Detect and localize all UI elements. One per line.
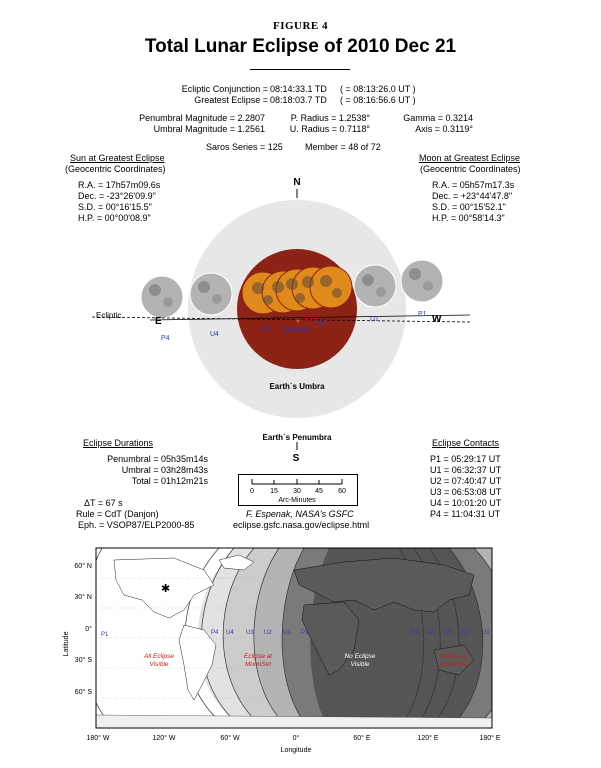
greatest-label: Greatest	[282, 327, 310, 334]
page-title: Total Lunar Eclipse of 2010 Dec 21	[144, 36, 457, 57]
north-label: N	[293, 177, 301, 188]
rule: Rule = CdT (Danjon)	[76, 509, 159, 519]
west-label: W	[432, 314, 442, 325]
map-label-u3-mid: U3	[246, 630, 254, 636]
scale-tick-45: 45	[315, 488, 323, 495]
u-radius: U. Radius = 0.7118°	[289, 124, 370, 134]
map-label-p1-left: P1	[101, 632, 109, 638]
ephemeris: Eph. = VSOP87/ELP2000-85	[78, 520, 195, 530]
lat-tick-30n: 30° N	[74, 594, 92, 601]
scale-tick-15: 15	[270, 488, 278, 495]
visibility-map	[54, 540, 554, 768]
contact-label-p4: P4	[161, 335, 170, 342]
greatest-ut: ( = 08:16:56.6 UT )	[340, 95, 416, 105]
duration-umbral: Umbral = 03h28m43s	[121, 465, 208, 475]
contact-u2: U2 = 07:40:47 UT	[430, 476, 502, 486]
moon-sd: S.D. = 00°15'52.1"	[432, 202, 506, 212]
lon-tick-60e: 60° E	[353, 735, 371, 742]
map-label-u4-mid: U4	[226, 630, 234, 636]
contact-label-p1: P1	[418, 311, 427, 318]
map-label-u1-right: U1	[482, 630, 490, 636]
arc-minute-scale	[238, 474, 358, 506]
lat-tick-60s: 60° S	[74, 689, 92, 696]
gamma: Gamma = 0.3214	[403, 113, 473, 123]
map-label-p4-right: P4	[411, 630, 419, 636]
moon-hp: H.P. = 00°58'14.3"	[432, 213, 505, 223]
eclipse-path-diagram	[0, 170, 601, 470]
conjunction-ut: ( = 08:13:26.0 UT )	[340, 84, 416, 94]
contact-label-u2: U2	[317, 320, 326, 327]
contact-label-u3: U3	[261, 326, 270, 333]
contacts-heading: Eclipse Contacts	[432, 438, 500, 448]
sun-dec: Dec. = -23°26'09.9"	[78, 191, 156, 201]
moon-heading: Moon at Greatest Eclipse	[419, 153, 521, 163]
contact-u4: U4 = 10:01:20 UT	[430, 498, 502, 508]
source-url: eclipse.gsfc.nasa.gov/eclipse.html	[233, 520, 370, 530]
lon-tick-180e: 180° E	[479, 735, 501, 742]
greatest-label: Greatest Eclipse =	[194, 95, 268, 105]
contact-label-u4: U4	[210, 331, 219, 338]
scale-label: Arc-Minutes	[278, 497, 316, 504]
greatest-value: 08:18:03.7 TD	[270, 95, 327, 105]
title-underline	[250, 69, 350, 70]
ecliptic-label: Ecliptic	[96, 311, 122, 320]
durations-heading: Eclipse Durations	[83, 438, 154, 448]
map-label-u2-right: U2	[462, 630, 470, 636]
moon-ra: R.A. = 05h57m17.3s	[432, 180, 515, 190]
lon-tick-60w: 60° W	[220, 735, 240, 742]
axis: Axis = 0.3119°	[415, 124, 473, 134]
penumbra-label: Earth`s Penumbra	[262, 433, 332, 442]
lat-tick-30s: 30° S	[74, 657, 92, 664]
map-xlabel: Longitude	[280, 747, 312, 754]
moon-u4	[190, 273, 232, 315]
map-label-u3-right: U3	[444, 630, 452, 636]
sun-heading: Sun at Greatest Eclipse	[70, 153, 165, 163]
sun-ra: R.A. = 17h57m09.6s	[78, 180, 161, 190]
lon-tick-0: 0°	[292, 735, 300, 742]
scale-tick-30: 30	[293, 488, 301, 495]
p-radius: P. Radius = 1.2538°	[290, 113, 370, 123]
saros-series: Saros Series = 125	[206, 142, 283, 152]
region-moonrise: Eclipse at MoonRise	[439, 653, 469, 668]
map-label-u2-mid: U2	[264, 630, 272, 636]
moon-p4	[141, 276, 183, 318]
greatest-marker: +	[295, 316, 301, 326]
scale-tick-60: 60	[338, 488, 346, 495]
map-ylabel: Latitude	[63, 631, 70, 657]
credit: F. Espenak, NASA's GSFC	[246, 509, 354, 519]
south-label: S	[292, 453, 300, 464]
conjunction-value: 08:14:33.1 TD	[270, 84, 327, 94]
moon-totality-positions	[242, 266, 352, 314]
subsolar-marker: ✱	[161, 583, 171, 595]
duration-total: Total = 01h12m21s	[131, 476, 208, 486]
map-label-u1-mid: U1	[283, 630, 291, 636]
map-label-u4-right: U4	[426, 630, 434, 636]
lon-tick-120w: 120° W	[152, 735, 176, 742]
moon-u1	[354, 265, 396, 307]
contact-p1: P1 = 05:29:17 UT	[430, 454, 501, 464]
contact-u1: U1 = 06:32:37 UT	[430, 465, 502, 475]
contact-p4: P4 = 11:04:31 UT	[430, 509, 501, 519]
lon-tick-120e: 120° E	[417, 735, 439, 742]
moon-p1	[401, 260, 443, 302]
moon-subheading: (Geocentric Coordinates)	[420, 164, 521, 174]
map-label-p1-mid: P1	[301, 630, 309, 636]
moon-dec: Dec. = +23°44'47.8"	[432, 191, 513, 201]
region-moonset: Eclipse at MoonSet	[243, 653, 273, 668]
sun-hp: H.P. = 00°00'08.9"	[78, 213, 151, 223]
scale-tick-0: 0	[250, 488, 254, 495]
conjunction-label: Ecliptic Conjunction =	[181, 84, 268, 94]
sun-subheading: (Geocentric Coordinates)	[65, 164, 166, 174]
east-label: E	[155, 316, 162, 327]
umbra-label: Earth`s Umbra	[269, 382, 325, 391]
lat-tick-60n: 60° N	[74, 563, 92, 570]
region-all-visible: All Eclipse Visible	[144, 653, 174, 668]
penumbral-magnitude: Penumbral Magnitude = 2.2807	[139, 113, 265, 123]
region-not-visible: No Eclipse Visible	[344, 653, 376, 668]
lat-tick-0: 0°	[85, 626, 92, 633]
delta-t: ΔT = 67 s	[84, 498, 123, 508]
figure-number: FIGURE 4	[272, 20, 329, 32]
sun-sd: S.D. = 00°16'15.5"	[78, 202, 152, 212]
umbral-magnitude: Umbral Magnitude = 1.2561	[153, 124, 265, 134]
contact-u3: U3 = 06:53:08 UT	[430, 487, 502, 497]
lon-tick-180w: 180° W	[86, 735, 110, 742]
contact-label-u1: U1	[370, 316, 379, 323]
duration-penumbral: Penumbral = 05h35m14s	[107, 454, 208, 464]
saros-member: Member = 48 of 72	[305, 142, 381, 152]
map-label-p4-mid: P4	[211, 630, 219, 636]
